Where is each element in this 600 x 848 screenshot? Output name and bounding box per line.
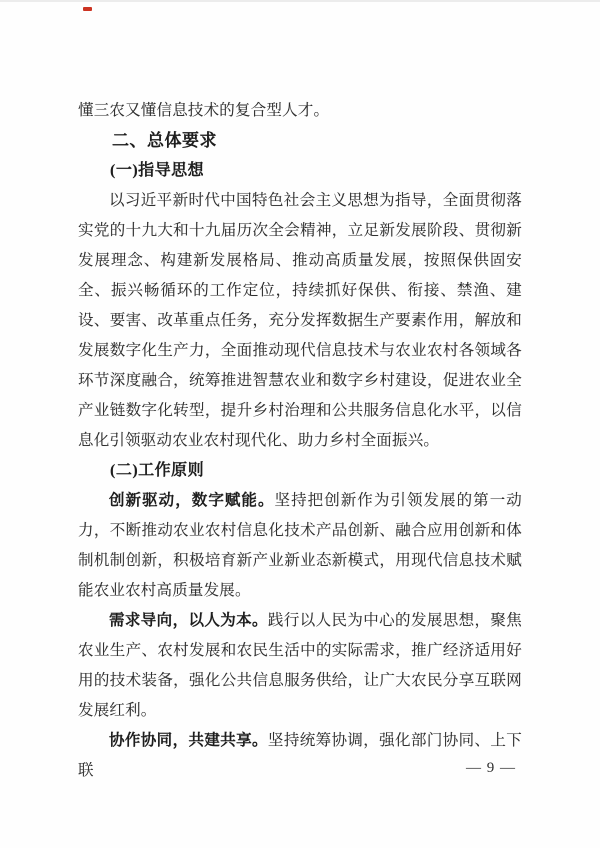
section-heading: 二、总体要求 (112, 131, 217, 150)
page-number: — 9 — (466, 760, 516, 776)
document-body (78, 96, 522, 786)
subsection-heading-guiding-ideology: (一)指导思想 (110, 162, 205, 179)
paragraph-collaboration: 协作协同，共建共享。坚持统筹协调，强化部门协同、上下联 (78, 732, 522, 779)
scan-artifact-mark (83, 7, 92, 11)
paragraph-lead: 创新驱动，数字赋能。 (109, 492, 275, 509)
paragraph-guiding-ideology: 以习近平新时代中国特色社会主义思想为指导，全面贯彻落实党的十九大和十九届历次全会精神，立足新发展阶段、贯彻新发展理念、构建新发展格局、推动高质量发展，按照保供固安全、振兴畅循环的工作定位，持续抓好保供、衔接、禁渔、建设、要害、改革重点任务，充分发挥数据生产要素作用，解放和发展数字化生产力，全面推动现代信息技术与农业农村各领域各环节深度融合，统筹推进智慧农业和数字乡村建设，促进农业全产业链数字化转型，提升乡村治理和公共服务信息化水平，以信息化引领驱动农业农村现代化、助力乡村全面振兴。 (78, 192, 522, 449)
paragraph-innovation-driven: 创新驱动，数字赋能。坚持把创新作为引领发展的第一动力，不断推动农业农村信息化技术产品创新、融合应用创新和体制机制创新，积极培育新产业新业态新模式，用现代信息技术赋能农业农村高质量发展。 (78, 492, 522, 599)
scan-edge-shadow (0, 0, 600, 2)
paragraph-lead: 需求导向，以人为本。 (109, 612, 268, 629)
paragraph-demand-oriented: 需求导向，以人为本。践行以人民为中心的发展思想，聚焦农业生产、农村发展和农民生活中的实际需求，推广经济适用好用的技术装备，强化公共信息服务供给，让广大农民分享互联网发展红利。 (78, 612, 522, 719)
paragraph-continuation: 懂三农又懂信息技术的复合型人才。 (78, 102, 330, 119)
paragraph-lead: 协作协同，共建共享。 (109, 732, 268, 749)
subsection-heading-work-principles: (二)工作原则 (110, 462, 205, 479)
